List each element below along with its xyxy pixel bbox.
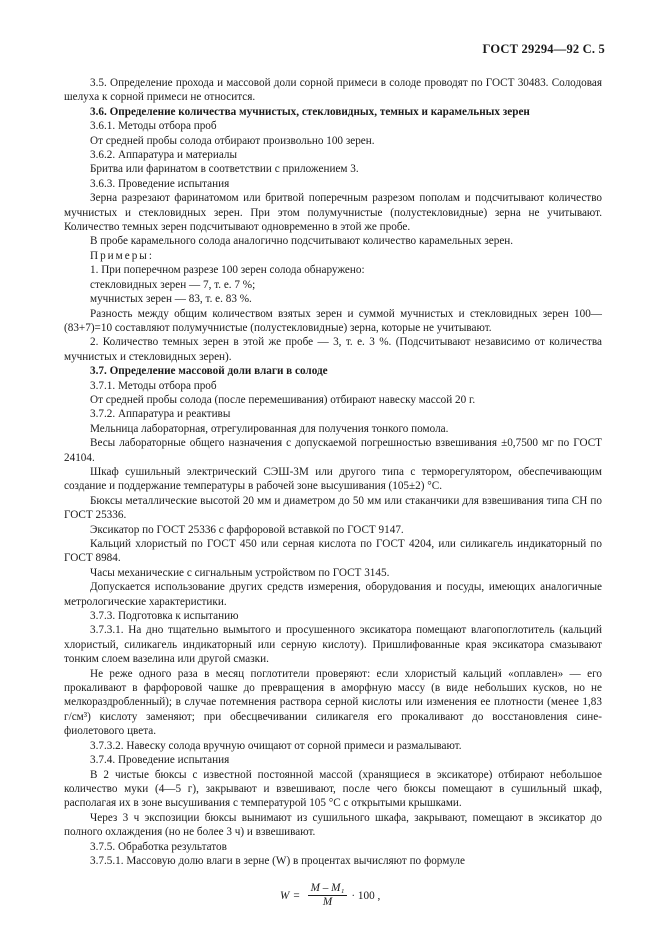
paragraph: Разность между общим количеством взятых зерен и суммой мучнистых и стекловидных зерен 100—(83+7)=10 составляют полумучнистые (полустекловидные) зерна, которые не учитывают.: [64, 307, 602, 334]
paragraph: Допускается использование других средств измерения, оборудования и посуды, имеющих аналогичные метрологические характеристики.: [64, 581, 602, 608]
paragraph: 3.6.1. Методы отбора проб: [90, 120, 217, 133]
paragraph: От средней пробы солода отбирают произвольно 100 зерен.: [90, 134, 375, 147]
paragraph: стекловидных зерен — 7, т. е. 7 %;: [90, 278, 256, 291]
paragraph: Кальций хлористый по ГОСТ 450 или серная кислота по ГОСТ 4204, или силикагель индикаторный по ГОСТ 8984.: [64, 538, 602, 565]
formula-lhs: W: [280, 889, 290, 902]
formula-denominator: M: [322, 896, 333, 909]
paragraph: 3.6.2. Аппаратура и материалы: [90, 149, 238, 162]
paragraph: В пробе карамельного солода аналогично подсчитывают количество карамельных зерен.: [90, 235, 514, 248]
paragraph: 3.7.5. Обработка результатов: [90, 840, 227, 853]
formula-fraction: [308, 882, 348, 909]
page-header: ГОСТ 29294—92 С. 5: [482, 42, 605, 56]
paragraph: Не реже одного раза в месяц поглотители проверяют: если хлористый кальций «оплавлен» — его прокаливают в фарфоровой чашке до превращения в аморфную массу (в виде небольших кусков, но не мелкораздробленный); в случае потемнения раствора серной кислоты или изменения ее плотности (менее 1,83 г/см³) кислоту заменяют; при обесцвечивании силикагеля его прокаливают до восстановления сине-фиолетового цвета.: [64, 667, 602, 738]
paragraph: 3.6.3. Проведение испытания: [90, 177, 230, 190]
paragraph: 3.7.3. Подготовка к испытанию: [90, 610, 239, 623]
paragraph: 1. При поперечном разрезе 100 зерен солода обнаружено:: [90, 264, 365, 277]
moisture-formula: [280, 882, 602, 909]
formula-tail: · 100 ,: [351, 889, 381, 902]
document-body: [64, 76, 602, 909]
paragraph: Бритва или фаринатом в соответствии с приложением 3.: [90, 163, 359, 176]
paragraph: 3.7.3.2. Навеску солода вручную очищают от сорной примеси и размалывают.: [90, 739, 462, 752]
paragraph: Шкаф сушильный электрический СЭШ-3М или другого типа с терморегулятором, обеспечивающим создание и поддержание температуры в рабочей зоне высушивания (105±2) °С.: [64, 465, 602, 493]
paragraph: 3.5. Определение прохода и массовой доли сорной примеси в солоде проводят по ГОСТ 30483. Солодовая шелуха к сорной примеси не относится.: [64, 77, 602, 104]
paragraph: Весы лабораторные общего назначения с допускаемой погрешностью взвешивания ±0,7500 мг по ГОСТ 24104.: [64, 437, 602, 464]
formula-numerator: M – M₁: [308, 882, 348, 896]
paragraph: 3.7.3.1. На дно тщательно вымытого и просушенного эксикатора помещают влагопоглотитель (кальций хлористый, силикагель индикаторный или серную кислоту). Пришлифованные края эксикатора смазывают тонким слоем вазелина или другой смазки.: [64, 624, 602, 666]
paragraph: Примеры:: [90, 249, 154, 262]
paragraph: 3.7.2. Аппаратура и реактивы: [90, 408, 231, 421]
paragraph: В 2 чистые бюксы с известной постоянной массой (хранящиеся в эксикаторе) отбирают небольшое количество муки (4—5 г), закрывают и взвешивают, после чего бюксы помещают в сушильный шкаф, располагая их в зоне высушивания с температурой 105 °С с открытыми крышками.: [64, 768, 602, 810]
paragraph: Часы механические с сигнальным устройством по ГОСТ 3145.: [90, 566, 390, 579]
paragraph: Бюксы металлические высотой 20 мм и диаметром до 50 мм или стаканчики для взвешивания типа СН по ГОСТ 25336.: [64, 494, 602, 522]
paragraph: От средней пробы солода (после перемешивания) отбирают навеску массой 20 г.: [90, 393, 476, 406]
paragraph: 3.7.5.1. Массовую долю влаги в зерне (W) в процентах вычисляют по формуле: [90, 854, 465, 867]
paragraph: мучнистых зерен — 83, т. е. 83 %.: [90, 293, 252, 306]
formula-equals: =: [293, 889, 300, 902]
paragraph: Мельница лабораторная, отрегулированная для получения тонкого помола.: [90, 422, 449, 435]
paragraph: 3.7. Определение массовой доли влаги в солоде: [90, 365, 328, 378]
paragraph: 3.7.4. Проведение испытания: [90, 754, 230, 767]
paragraph: 3.7.1. Методы отбора проб: [90, 379, 217, 392]
paragraph: Зерна разрезают фаринатомом или бритвой поперечным разрезом пополам и подсчитывают количество мучнистых и стекловидных зерен. При этом полумучнистые (полустекловидные) зерна не учитывают. Количество темных зерен подсчитывают одновременно в этой же пробе.: [64, 192, 602, 234]
paragraph: 2. Количество темных зерен в этой же пробе — 3, т. е. 3 %. (Подсчитывают независимо от количества мучнистых и стекловидных зерен).: [64, 336, 602, 363]
paragraph: Через 3 ч экспозиции бюксы вынимают из сушильного шкафа, закрывают, помещают в эксикатор до полного охлаждения (но не более 3 ч) и взвешивают.: [64, 811, 602, 839]
paragraph: Эксикатор по ГОСТ 25336 с фарфоровой вставкой по ГОСТ 9147.: [90, 523, 404, 536]
paragraph: 3.6. Определение количества мучнистых, стекловидных, темных и карамельных зерен: [90, 105, 530, 118]
